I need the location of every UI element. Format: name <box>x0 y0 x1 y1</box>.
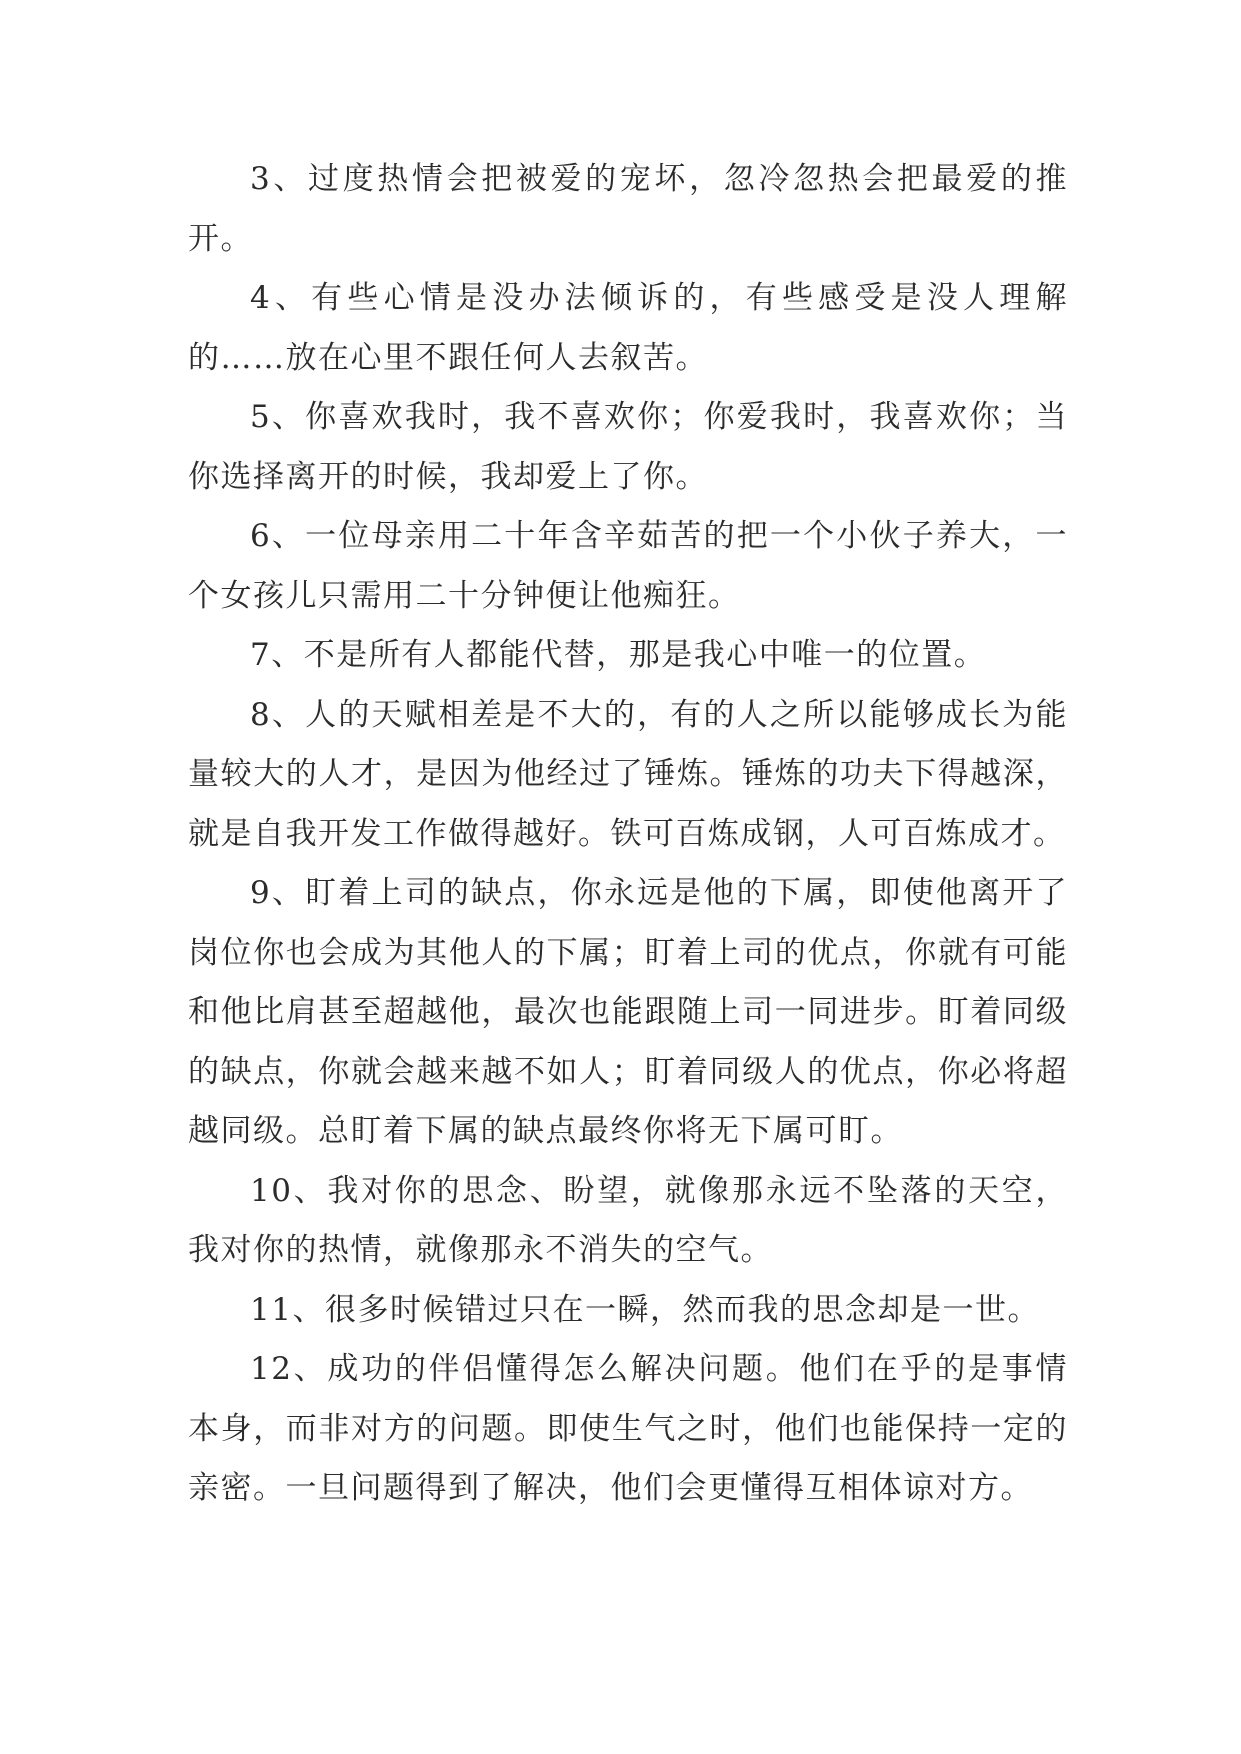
paragraph-3: 3、过度热情会把被爱的宠坏，忽冷忽热会把最爱的推开。 <box>188 161 1068 257</box>
paragraph-6: 6、一位母亲用二十年含辛茹苦的把一个小伙子养大，一个女孩儿只需用二十分钟便让他痴狂。 <box>188 518 1068 614</box>
paragraph-9: 9、盯着上司的缺点，你永远是他的下属，即使他离开了岗位你也会成为其他人的下属；盯着上司的优点，你就有可能和他比肩甚至超越他，最次也能跟随上司一同进步。盯着同级的缺点，你就会越来越不如人；盯着同级人的优点，你必将超越同级。总盯着下属的缺点最终你将无下属可盯。 <box>188 875 1068 1149</box>
paragraph-12: 12、成功的伴侣懂得怎么解决问题。他们在乎的是事情本身，而非对方的问题。即使生气之时，他们也能保持一定的亲密。一旦问题得到了解决，他们会更懂得互相体谅对方。 <box>188 1351 1068 1506</box>
paragraph-5: 5、你喜欢我时，我不喜欢你；你爱我时，我喜欢你；当你选择离开的时候，我却爱上了你。 <box>188 399 1068 495</box>
paragraph-7: 7、不是所有人都能代替，那是我心中唯一的位置。 <box>250 637 987 673</box>
paragraph-11: 11、很多时候错过只在一瞬，然而我的思念却是一世。 <box>250 1291 1040 1328</box>
paragraph-4: 4、有些心情是没办法倾诉的，有些感受是没人理解的……放在心里不跟任何人去叙苦。 <box>188 280 1068 376</box>
document-body <box>188 150 1068 1519</box>
paragraph-8: 8、人的天赋相差是不大的，有的人之所以能够成长为能量较大的人才，是因为他经过了锤炼。锤炼的功夫下得越深，就是自我开发工作做得越好。铁可百炼成钢，人可百炼成才。 <box>188 696 1068 852</box>
paragraph-10: 10、我对你的思念、盼望，就像那永远不坠落的天空，我对你的热情，就像那永不消失的空气。 <box>188 1172 1068 1268</box>
